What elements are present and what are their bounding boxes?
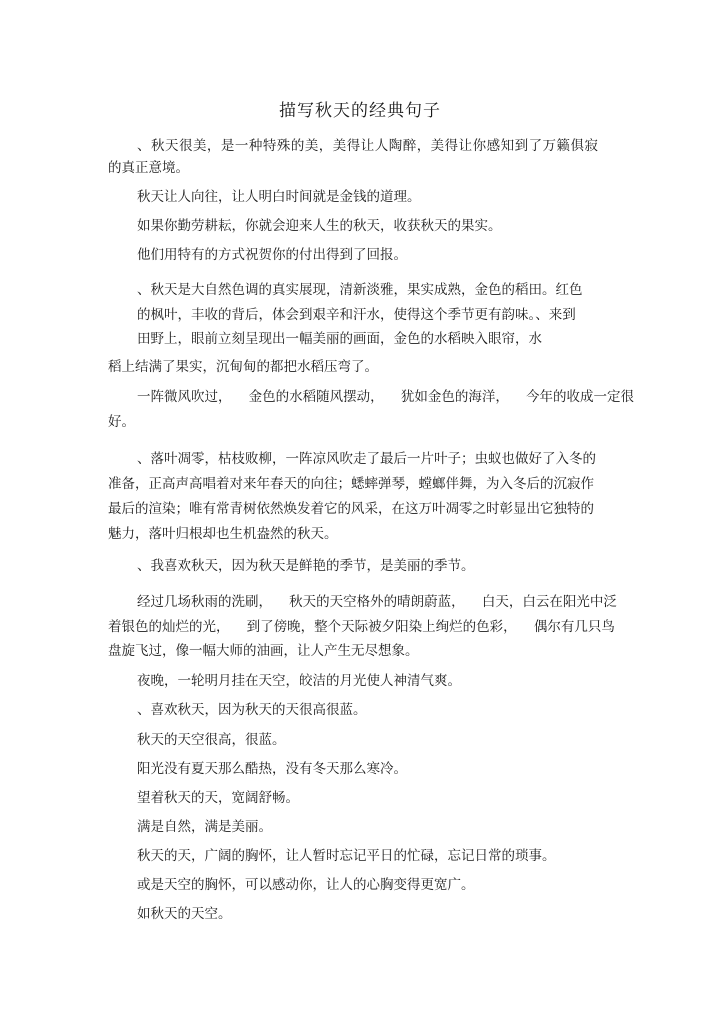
paragraph-12-line-1: 秋天的天空很高，很蓝。 [137,732,286,748]
paragraph-18-line-1: 如秋天的天空。 [137,906,232,922]
paragraph-5-line-1: 、秋天是大自然色调的真实展现，清新淡雅，果实成熟，金色的稻田。红色 [137,282,583,298]
paragraph-7-line-3: 最后的渲染；唯有常青树依然焕发着它的风采，在这万叶凋零之时彰显出它独特的 [108,501,594,517]
paragraph-1-line-1: 、 秋 天 很 美 ， 是 一 种 特 殊 的 美 ， 美 得 让 人 陶 醉 ， 美 得 让 你 感 知 到 了 万 籁 俱 寂 [137,138,598,154]
paragraph-16-line-1: 秋天的天，广阔的胸怀，让人暂时忘记平日的忙碌，忘记日常的琐事。 [137,848,556,864]
paragraph-17-line-1: 或是天空的胸怀，可以感动你，让人的心胸变得更宽广。 [137,877,475,893]
paragraph-7-line-4: 魅力，落叶归根却也生机盎然的秋天。 [108,526,338,542]
paragraph-7-line-1: 、落叶凋零，枯枝败柳，一阵凉风吹走了最后一片叶子；虫蚁也做好了入冬的 [137,451,596,467]
paragraph-1-line-2: 的真正意境。 [108,160,189,176]
paragraph-9-line-3: 盘旋飞过，像一幅大师的油画，让人产生无尽想象。 [108,643,419,659]
paragraph-9-line-2: 着银色的灿烂的光， 到了傍晚，整个天际被夕阳染上绚烂的色彩， 偶尔有几只鸟 [108,619,615,635]
paragraph-10-line-1: 夜晚，一轮明月挂在天空，皎洁的月光使人神清气爽。 [137,673,461,689]
paragraph-2-line-1: 秋天让人向往，让人明白时间就是金钱的道理。 [137,189,421,205]
paragraph-6-line-1: 一阵微风吹过， 金色的水稻随风摆动， 犹如金色的海洋， 今年的收成一定很 [137,389,634,405]
paragraph-3-line-1: 如果你勤劳耕耘，你就会迎来人生的秋天，收获秋天的果实。 [137,218,502,234]
paragraph-5-line-2: 的枫叶，丰收的背后，体会到艰辛和汗水，使得这个季节更有韵味。、来到 [137,307,576,323]
paragraph-8-line-1: 、我喜欢秋天，因为秋天是鲜艳的季节，是美丽的季节。 [137,558,475,574]
paragraph-5-line-3: 田野上，眼前立刻呈现出一幅美丽的画面，金色的水稻映入眼帘，水 [137,331,542,347]
paragraph-15-line-1: 满是自然，满是美丽。 [137,819,272,835]
paragraph-11-line-1: 、喜欢秋天，因为秋天的天很高很蓝。 [137,702,367,718]
paragraph-4-line-1: 他们用特有的方式祝贺你的付出得到了回报。 [137,247,407,263]
paragraph-6-line-2: 好。 [108,414,135,430]
document-title: 描写秋天的经典句子 [279,101,441,121]
paragraph-9-line-1: 经过几场秋雨的洗刷， 秋天的天空格外的晴朗蔚蓝， 白天，白云在阳光中泛 [137,594,617,610]
paragraph-5-line-4: 稻上结满了果实，沉甸甸的都把水稻压弯了。 [108,359,378,375]
paragraph-14-line-1: 望着秋天的天，宽阔舒畅。 [137,790,299,806]
paragraph-13-line-1: 阳光没有夏天那么酷热，没有冬天那么寒冷。 [137,761,407,777]
paragraph-7-line-2: 准备，正高声高唱着对来年春天的向往；蟋蟀弹琴，螳螂伴舞，为入冬后的沉寂作 [108,476,594,492]
